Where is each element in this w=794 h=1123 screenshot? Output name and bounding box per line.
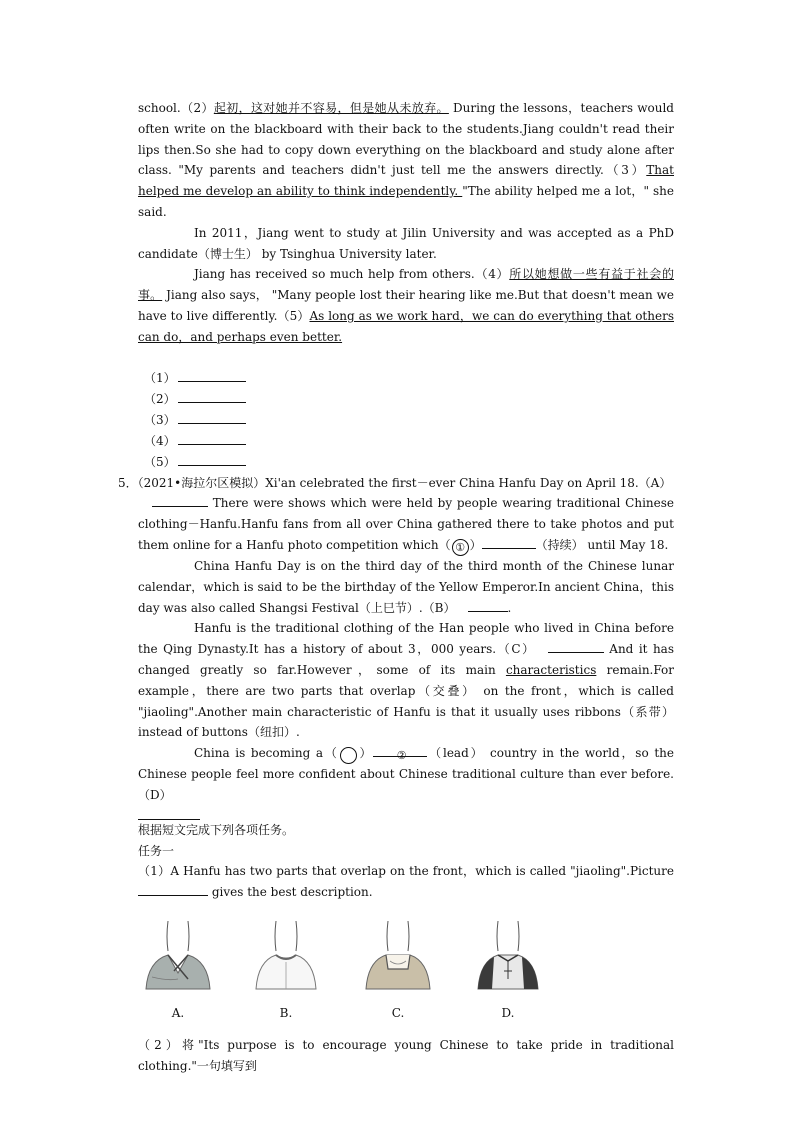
q5-paragraph-2: China Hanfu Day is on the third day of the third month of the Chinese lunar calendar，which is said to be the birthday of the Yellow Emperor.In ancient China，this day was also called Shangsi Festival（上巳节）.（B） . (138, 558, 674, 615)
answer-blank[interactable] (178, 410, 246, 424)
option-b-picture[interactable] (246, 917, 326, 1027)
answer-blank[interactable] (178, 452, 246, 466)
task-one-question-1: （1）A Hanfu has two parts that overlap on the front，which is called "jiaoling".Picture gives the best description. (138, 864, 674, 900)
blank-d[interactable] (138, 806, 200, 820)
q5-paragraph-4: China is becoming a（ ②） （lead） country in the world，so the Chinese people feel more confident about Chinese traditional culture than ever before.（D） (138, 743, 674, 806)
blank-2[interactable] (373, 743, 427, 757)
translate-sentence-2: 起初，这对她并不容易，但是她从未放弃。 (213, 101, 449, 115)
hanfu-jiaoling-drawing (138, 917, 218, 997)
option-d-picture[interactable] (468, 917, 548, 1027)
circled-number-1: ① (452, 539, 469, 556)
q5-paragraph-3: Hanfu is the traditional clothing of the Han people who lived in China before the Qing Dynasty.It has a history of about 3，000 years.（C） And it has changed greatly so far.However，some of its main characteristics remain.For example，there are two parts that overlap（交叠） on the front，which is called "jiaoling".Another main characteristic of Hanfu is that it usually uses ribbons（系带） instead of buttons（纽扣）. (138, 621, 674, 740)
question-5-heading: 5．（2021•海拉尔区模拟）Xi'an celebrated the first－ever China Hanfu Day on April 18.（A） (118, 475, 672, 490)
option-label-d: D. (501, 1005, 515, 1020)
option-a-picture[interactable] (138, 917, 218, 1027)
passage-paragraph-3: Jiang has received so much help from others.（4）所以她想做一些有益于社会的事。 Jiang also says， "Many people lost their hearing like me.But that doesn't mean we have to live differently.（5）As long as we work hard，we can do everything that others can do，and perhaps even better. (138, 267, 674, 344)
passage-paragraph-2: In 2011，Jiang went to study at Jilin University and was accepted as a PhD candidate（博士生） by Tsinghua University later. (138, 225, 674, 261)
answer-row: （5） (144, 452, 674, 473)
passage-paragraph-1: school.（2）起初，这对她并不容易，但是她从未放弃。 During the lessons，teachers would often write on the blackboard with their back to the students.Jiang couldn't read their lips then.So she had to copy down everything on the blackboard and study alone after class. "My parents and teachers didn't just tell me the answers directly.（3）That helped me develop an ability to think independently. "The ability helped me a lot，" she said. (138, 101, 675, 219)
dark-shirt-drawing (468, 917, 548, 997)
circled-number-2: ② (340, 747, 357, 764)
answer-row: （1） (144, 368, 674, 389)
picture-answer-blank[interactable] (138, 882, 208, 896)
instructions: 根据短文完成下列各项任务。 (138, 822, 295, 837)
option-c-picture[interactable] (358, 917, 438, 1027)
translate-sentence-4: 所以她想做一些有益于社会的事。 (138, 267, 674, 303)
blank-1[interactable] (482, 535, 536, 549)
round-collar-drawing (246, 917, 326, 997)
answer-blank[interactable] (178, 389, 246, 403)
answer-blank[interactable] (178, 431, 246, 445)
task-one-label: 任务一 (138, 843, 175, 858)
answer-blank[interactable] (178, 368, 246, 382)
option-label-a: A. (171, 1005, 185, 1020)
answer-row: （2） (144, 389, 674, 410)
square-neck-drawing (358, 917, 438, 997)
answer-row: （3） (144, 410, 674, 431)
worksheet-page (118, 98, 675, 1077)
option-label-b: B. (279, 1005, 293, 1020)
translate-sentence-5: As long as we work hard，we can do everything that others can do，and perhaps even better. (138, 308, 674, 344)
answer-blanks (138, 368, 674, 473)
blank-c[interactable] (548, 639, 604, 653)
option-label-c: C. (391, 1005, 405, 1020)
q5-paragraph-1: There were shows which were held by people wearing traditional Chinese clothing－Hanfu.Hanfu fans from all over China gathered there to take photos and put them online for a Hanfu photo competition which（ ① ） （持续） until May 18. (138, 493, 674, 556)
blank-a[interactable] (152, 493, 208, 507)
blank-b[interactable] (468, 598, 508, 612)
option-pictures (138, 917, 674, 1027)
task-one-question-2: （2）将"Its purpose is to encourage young Chinese to take pride in traditional clothing."一句填写到 (138, 1037, 674, 1073)
blank-d-row (138, 806, 674, 820)
translate-sentence-3: That helped me develop an ability to think independently. (138, 163, 674, 199)
characteristics-word: characteristics (505, 662, 597, 677)
answer-row: （4） (144, 431, 674, 452)
